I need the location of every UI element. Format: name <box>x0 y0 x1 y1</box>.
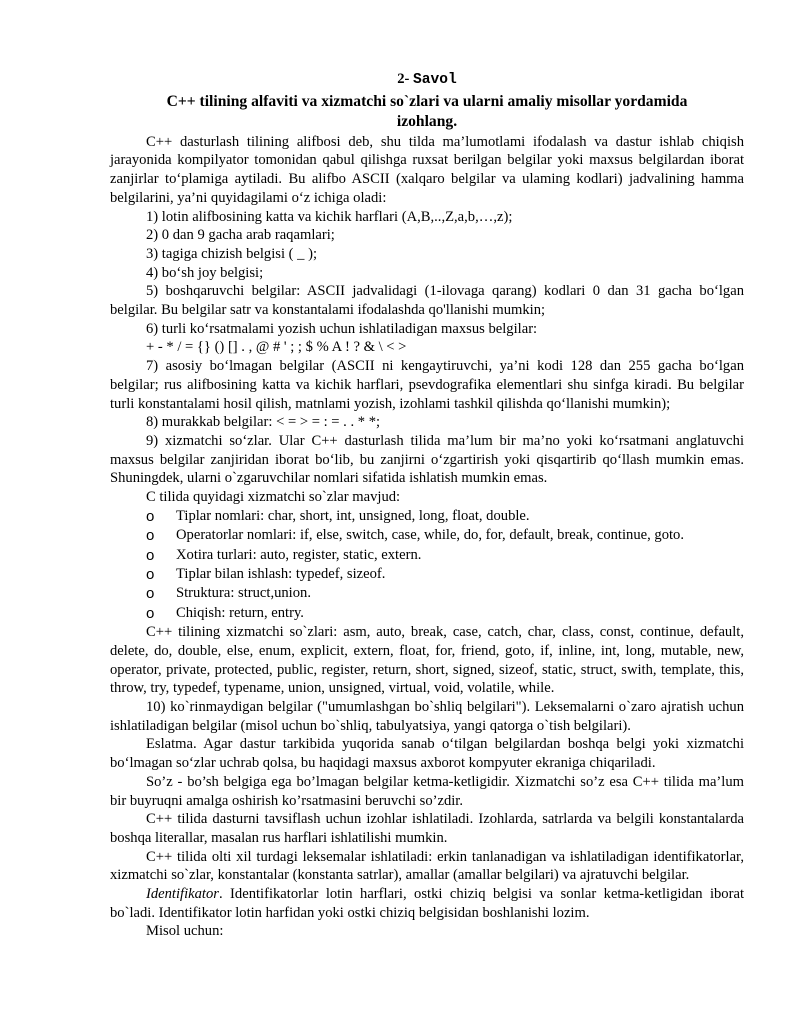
question-word: Savol <box>413 72 457 88</box>
list-item-6: 6) turli ko‘rsatmalami yozish uchun ishlatiladigan maxsus belgilar: <box>146 320 538 337</box>
soz-paragraph: So’z - bo’sh belgiga ega bo’lmagan belgilar ketma-ketligidir. Xizmatchi so’z esa C++ tilida ma’lum bir buyruqni amalga oshirish ko’rsatmasini beruvchi so’zdir. <box>110 773 744 809</box>
bullet-icon: o <box>146 546 155 564</box>
page-title-line2: izohlang. <box>396 112 458 130</box>
identifikator-paragraph <box>110 885 744 922</box>
list-item-10: 10) ko`rinmaydigan belgilar ("umumlashgan bo`shliq belgilari"). Leksemalarni o`zaro ajratish uchun ishlatiladigan belgilar (misol uchun bo`shliq, tabulyatsiya, yangi qatorga o`tish belgilari). <box>110 699 744 734</box>
list-item <box>110 565 744 584</box>
list-item <box>110 526 744 545</box>
list-item-3: 3) tagiga chizish belgisi ( _ ); <box>146 245 318 262</box>
intro-paragraph: C++ dasturlash tilining alifbosi deb, shu tilda ma’lumotlami ifodalash va dastur ishlab chiqish jarayonida kompilyator tomonidan qabul qilishga ruxsat berilgan belgilar yoki maxsus belgilardan iborat zanjirlar to‘plamiga aytiladi. Bu alifbo ASCII (xalqaro belgilar va ulaming kodlari) jadvalining hamma belgilarini, ya’ni quyidagilami o‘z ichiga oladi: <box>110 133 744 206</box>
cpp-keywords-paragraph: C++ tilining xizmatchi so`zlari: asm, auto, break, case, catch, char, class, const, continue, default, delete, do, double, else, enum, explicit, extern, float, for, friend, goto, if, inline, int, long, mutable, new, operator, private, protected, public, register, return, short, signed, sizeof, static, struct, swith, template, this, throw, try, typedef, typename, union, unsigned, virtual, void, volatile, while. <box>110 624 744 697</box>
izohlar-paragraph: C++ tilida dasturni tavsiflash uchun izohlar ishlatiladi. Izohlarda, satrlarda va belgili konstantalarda boshqa literallar, masalan rus harflari ishlatilishi mumkin. <box>110 811 744 846</box>
list-item-4: 4) bo‘sh joy belgisi; <box>146 264 264 281</box>
special-symbols-line: + - * / = {} () [] . , @ # ' ; ; $ % A ! ? & \ < > <box>146 339 407 356</box>
question-number-digit: 2- <box>397 71 410 87</box>
bullet-text: Operatorlar nomlari: if, else, switch, case, while, do, for, default, break, continue, goto. <box>176 527 685 544</box>
list-item <box>110 604 744 623</box>
c-keywords-intro: C tilida quyidagi xizmatchi so`zlar mavjud: <box>146 489 401 506</box>
bullet-text: Chiqish: return, entry. <box>176 604 304 621</box>
list-item <box>110 584 744 603</box>
list-item-5: 5) boshqaruvchi belgilar: ASCII jadvalidagi (1-ilovaga qarang) kodlari 0 dan 31 gacha bo‘lgan belgilar. Bu belgilar satr va konstantalami ifodalashda qo'llanishi mumkin; <box>110 283 744 319</box>
bullet-text: Xotira turlari: auto, register, static, extern. <box>176 546 422 563</box>
identifikator-term: Identifikator <box>146 886 219 903</box>
page-title <box>110 92 744 132</box>
bullet-icon: o <box>146 565 155 583</box>
list-item-9: 9) xizmatchi so‘zlar. Ular C++ dasturlash tilida ma’lum bir ma’no yoki ko‘rsatmani anglatuvchi maxsus belgilar zanjiridan iborat bo‘lib, bu zanjirni o‘zgartirish yoki qisqartirib qo‘llash mumkin emas. Shuningdek, ularni o`zgaruvchilar nomlari sifatida ishlatish mumkin emas. <box>110 432 744 487</box>
bullet-icon: o <box>146 507 155 525</box>
bullet-text: Tiplar nomlari: char, short, int, unsigned, long, float, double. <box>176 507 530 524</box>
list-item-1: 1) lotin alifbosining katta va kichik harflari (A,B,..,Z,a,b,…,z); <box>146 208 513 225</box>
bullet-text: Struktura: struct,union. <box>176 585 311 602</box>
list-item-8: 8) murakkab belgilar: < = > = : = . . * *; <box>146 414 381 431</box>
misol-paragraph: Misol uchun: <box>146 923 224 940</box>
page-title-line1: C++ tilining alfaviti va xizmatchi so`zlari va ularni amaliy misollar yordamida <box>166 92 688 110</box>
bullet-icon: o <box>146 604 155 622</box>
identifikator-definition: . Identifikatorlar lotin harflari, ostki chiziq belgisi va sonlar ketma-ketligidan iborat bo`ladi. Identifikator lotin harfidan yoki ostki chiziq belgisidan boshlanishi lozim. <box>110 886 744 921</box>
eslatma-paragraph: Eslatma. Agar dastur tarkibida yuqorida sanab o‘tilgan belgilardan boshqa belgi yoki xizmatchi bo‘lmagan so‘zlar uchrab qolsa, bu haqidagi maxsus axborot kompyuter ekraniga chiqariladi. <box>110 736 744 772</box>
c-keywords-list <box>110 507 744 623</box>
bullet-icon: o <box>146 527 155 545</box>
list-item <box>110 507 744 526</box>
question-number <box>110 70 744 90</box>
list-item <box>110 546 744 565</box>
bullet-text: Tiplar bilan ishlash: typedef, sizeof. <box>176 565 386 582</box>
list-item-2: 2) 0 dan 9 gacha arab raqamlari; <box>146 227 335 244</box>
leksemalar-paragraph: C++ tilida olti xil turdagi leksemalar ishlatiladi: erkin tanlanadigan va ishlatiladigan identifikatorlar, xizmatchi so`zlar, konstantalar (konstanta satrlar), amallar (amallar belgilari) va ajratuvchi belgilar. <box>110 848 744 884</box>
bullet-icon: o <box>146 585 155 603</box>
list-item-7: 7) asosiy bo‘lmagan belgilar (ASCII ni kengaytiruvchi, ya’ni kodi 128 dan 255 gacha bo‘lgan belgilar; rus alifbosining katta va kichik harflari, psevdografika elementlari shu sinfga kiradi. Bu belgilar turli konstantalami hosil qilish, matnlami yozish, izohlami tashkil qilishda qo‘llanishi mumkin); <box>110 358 744 412</box>
